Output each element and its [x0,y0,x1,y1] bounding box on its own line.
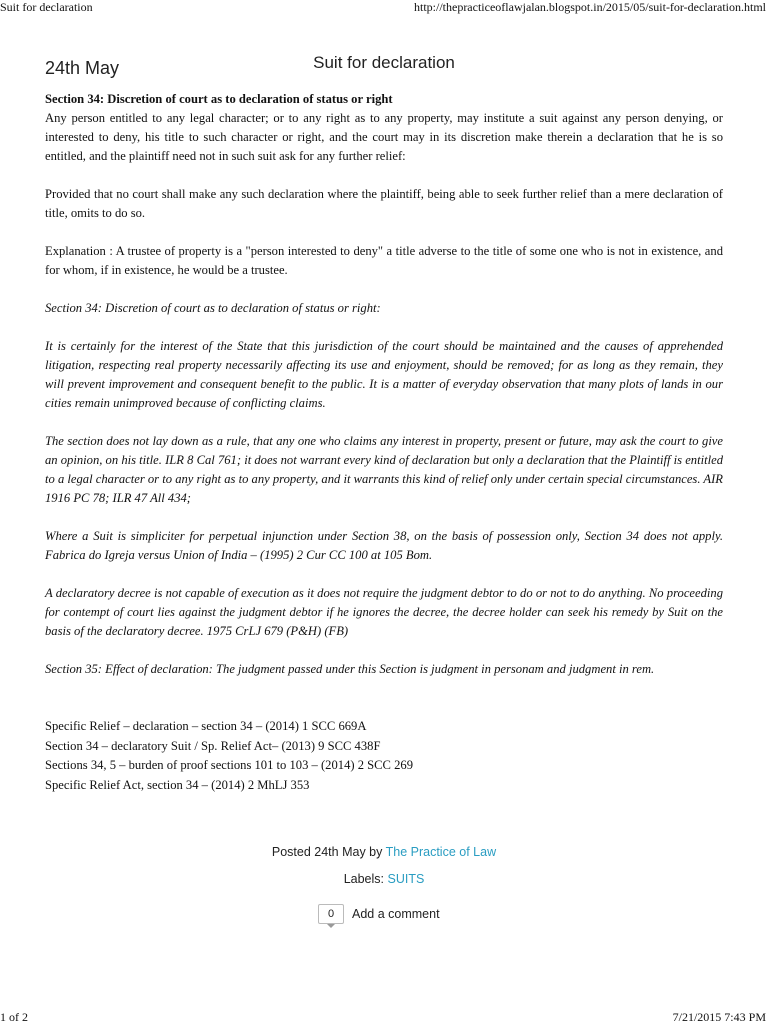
post-title: Suit for declaration [313,53,455,72]
commentary-paragraph: A declaratory decree is not capable of execution as it does not require the judgment debtor to do or not to do anything. No proceeding for contempt of court lies against the judgment debtor if he ignores the decree, the decree holder can seek his remedy by Suit on the basis of the declaratory decree. 1975 CrLJ 679 (P&H) (FB) [45,586,723,638]
section-heading: Section 34: Discretion of court as to declaration of status or right [45,92,393,106]
labels-prefix: Labels: [343,872,388,886]
posted-prefix: Posted 24th May by [271,845,386,859]
body-paragraph: Any person entitled to any legal character; or to any right as to any property, may institute a suit against any person denying, or interested to deny, his title to such character or right, and the court may in its discretion make therein a declaration that he is so entitled, and the plaintiff need not in such suit ask for any further relief: [45,111,723,163]
citation-item: Specific Relief Act, section 34 – (2014) 2 MhLJ 353 [45,777,310,792]
citation-item: Section 34 – declaratory Suit / Sp. Relief Act– (2013) 9 SCC 438F [45,738,381,753]
citation-list [45,717,723,795]
comment-row [318,904,440,924]
add-comment-link[interactable]: Add a comment [352,907,440,921]
author-link[interactable]: The Practice of Law [385,845,497,859]
print-page-number: 1 of 2 [0,1010,28,1024]
label-link[interactable]: SUITS [387,872,425,886]
post-byline [0,845,768,859]
print-datetime: 7/21/2015 7:43 PM [672,1010,766,1024]
comment-count-badge[interactable]: 0 [318,904,344,924]
print-header-title: Suit for declaration [0,0,93,14]
commentary-paragraph: The section does not lay down as a rule, that any one who claims any interest in property, present or future, may ask the court to give an opinion, on his title. ILR 8 Cal 761; it does not warrant every kind of declaration but only a declaration that the Plaintiff is entitled to a legal character or to any right as to any property, and it warrants this kind of relief only under certain special circumstances. AIR 1916 PC 78; ILR 47 All 434; [45,434,723,505]
commentary-paragraph: Where a Suit is simpliciter for perpetual injunction under Section 38, on the basis of possession only, Section 34 does not apply. Fabrica do Igreja versus Union of India – (1995) 2 Cur CC 100 at 105 Bom. [45,529,723,562]
post-date: 24th May [45,58,120,78]
body-paragraph: Explanation : A trustee of property is a "person interested to deny" a title adverse to the title of some one who is not in existence, and for whom, if in existence, he would be a trustee. [45,244,723,277]
print-header-url: http://thepracticeoflawjalan.blogspot.in/2015/05/suit-for-declaration.html [413,0,766,14]
post-labels [0,872,768,886]
post-body [45,90,723,795]
citation-item: Sections 34, 5 – burden of proof sections 101 to 103 – (2014) 2 SCC 269 [45,758,413,772]
body-paragraph: Provided that no court shall make any such declaration where the plaintiff, being able to seek further relief than a mere declaration of title, omits to do so. [45,187,723,220]
commentary-paragraph: Section 35: Effect of declaration: The judgment passed under this Section is judgment in personam and judgment in rem. [45,662,655,676]
citation-item: Specific Relief – declaration – section 34 – (2014) 1 SCC 669A [45,719,367,733]
commentary-paragraph: It is certainly for the interest of the State that this jurisdiction of the court should be maintained and the causes of apprehended litigation, respecting real property necessarily affecting its use and enjoyment, should be removed; for as long as they remain, they will prevent improvement and consequent benefit to the public. It is a matter of everyday observation that many plots of lands in our cities remain unimproved because of conflicting claims. [45,339,723,410]
commentary-heading: Section 34: Discretion of court as to declaration of status or right: [45,301,381,315]
